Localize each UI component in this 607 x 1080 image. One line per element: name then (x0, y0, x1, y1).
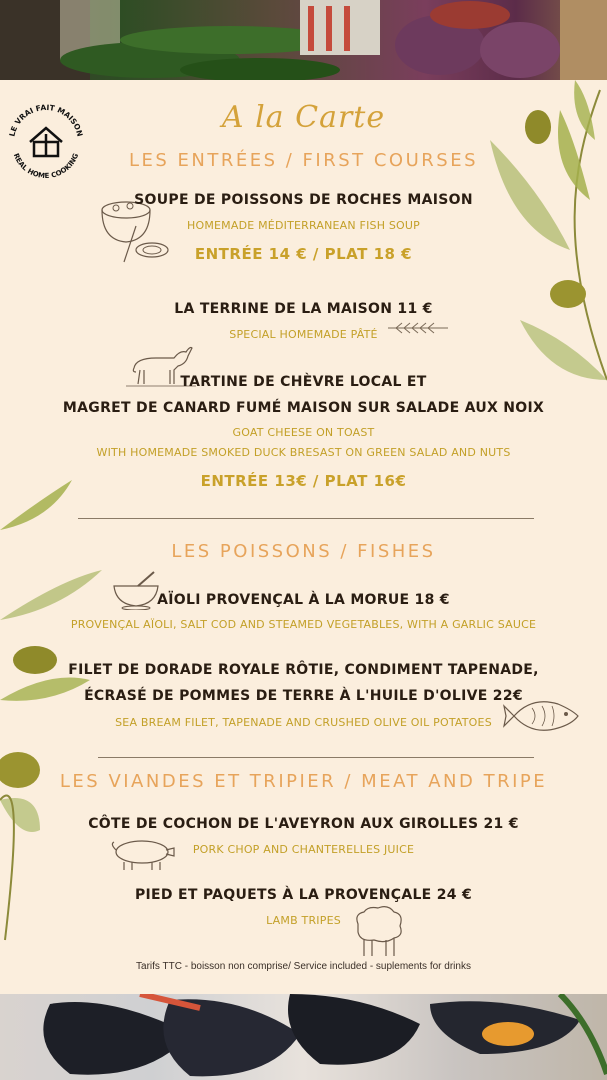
dish-translation-tartine-line1: GOAT CHEESE ON TOAST (232, 426, 375, 439)
section-heading-entrees: LES ENTRÉES / FIRST COURSES (128, 150, 479, 171)
dish-name-fish-soup: SOUPE DE POISSONS DE ROCHES MAISON (134, 192, 473, 208)
dish-translation-pork-chop: PORK CHOP AND CHANTERELLES JUICE (192, 843, 415, 856)
dish-price-tartine: ENTRÉE 13€ / PLAT 16€ (200, 472, 407, 490)
vegetables-illustration (0, 0, 607, 80)
dish-name-pied-paquets: PIED ET PAQUETS À LA PROVENÇALE 24 € (134, 887, 473, 903)
dish-translation-tartine-line2: WITH HOMEMADE SMOKED DUCK BRESAST ON GREEN SALAD AND NUTS (96, 446, 511, 459)
logo-top-text: LE VRAI FAIT MAISON (7, 102, 85, 138)
section-heading-poissons: LES POISSONS / FISHES (171, 541, 436, 562)
dish-translation-fish-soup: HOMEMADE MÉDITERRANEAN FISH SOUP (187, 219, 420, 232)
dish-translation-aioli: PROVENÇAL AÏOLI, SALT COD AND STEAMED VEGETABLES, WITH A GARLIC SAUCE (70, 618, 537, 631)
section-divider (98, 757, 534, 758)
dish-translation-dorade: SEA BREAM FILET, TAPENADE AND CRUSHED OLIVE OIL POTATOES (115, 716, 492, 729)
dish-translation-pied-paquets: LAMB TRIPES (266, 914, 341, 927)
footer-note: Tarifs TTC - boisson non comprise/ Service included - suplements for drinks (136, 961, 471, 972)
dish-name-dorade-line2: ÉCRASÉ DE POMMES DE TERRE À L'HUILE D'OLIVE 22€ (84, 688, 523, 704)
dish-name-terrine: LA TERRINE DE LA MAISON 11 € (174, 301, 433, 317)
mussels-illustration (0, 994, 607, 1080)
dish-price-fish-soup: ENTRÉE 14 € / PLAT 18 € (194, 245, 413, 263)
fish-icon (502, 692, 582, 740)
section-heading-viandes: LES VIANDES ET TRIPIER / MEAT AND TRIPE (59, 771, 548, 792)
page-title: A la Carte (221, 100, 386, 135)
dish-name-tartine-line1: TARTINE DE CHÈVRE LOCAL ET (180, 374, 427, 390)
dish-name-tartine-line2: MAGRET DE CANARD FUMÉ MAISON SUR SALADE AUX NOIX (62, 400, 545, 416)
sheep-icon (350, 904, 406, 958)
footer-photo-mussels (0, 994, 607, 1080)
dish-name-pork-chop: CÔTE DE COCHON DE L'AVEYRON AUX GIROLLES 21 € (88, 816, 519, 832)
section-divider (78, 518, 534, 519)
logo-bottom-text: REAL HOME COOKING (11, 152, 81, 180)
dish-name-dorade-line1: FILET DE DORADE ROYALE RÔTIE, CONDIMENT TAPENADE, (68, 662, 539, 678)
dish-translation-terrine: SPECIAL HOMEMADE PÂTÉ (229, 328, 378, 341)
dish-name-aioli: AÏOLI PROVENÇAL À LA MORUE 18 € (157, 592, 450, 608)
herb-sprig-icon (386, 320, 450, 336)
header-photo-vegetables (0, 0, 607, 80)
